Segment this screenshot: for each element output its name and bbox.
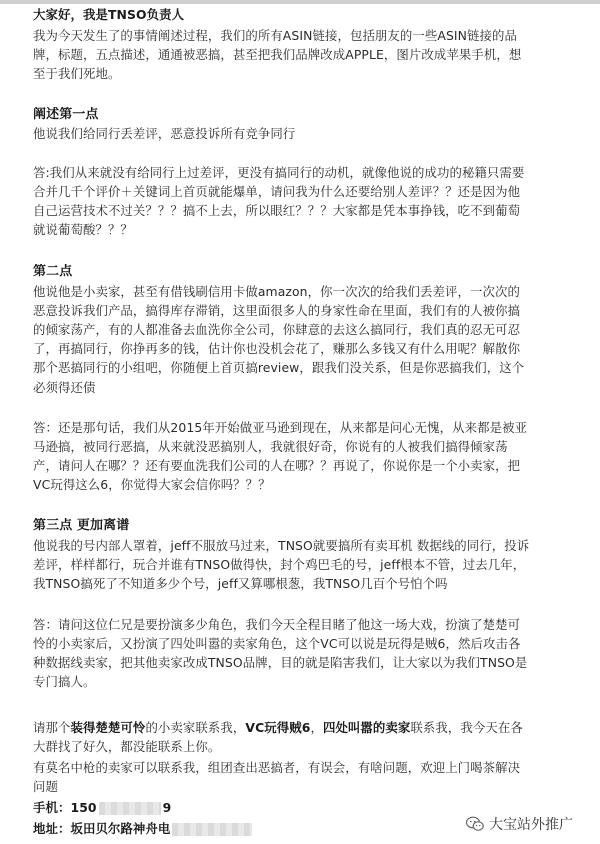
redaction-block bbox=[172, 823, 252, 836]
text-line: VC玩得这么6，你觉得大家会信你吗？？？ bbox=[33, 477, 271, 492]
text-line: 合并几千个评价＋关键词上首页就能爆单，请问我为什么还要给别人差评？？还是因为他 bbox=[33, 184, 521, 199]
closing-text: ， bbox=[310, 720, 323, 735]
text-line: 答：还是那句话，我们从2015年开始做亚马逊到现在，从来都是问心无愧，从来都是被亚 bbox=[33, 420, 528, 435]
phone-label: 手机：150 bbox=[33, 800, 97, 815]
closing-emphasis: 四处叫嚣的卖家 bbox=[322, 720, 411, 735]
text-line: 那个恶搞同行的小组吧，你随便上首页搞review，跟我们没关系，但是你恶搞我们，这个 bbox=[33, 360, 525, 375]
closing-text: 的小卖家联系我， bbox=[145, 720, 246, 735]
text-line: 答:我们从来就没有给同行上过差评，更没有搞同行的动机，就像他说的成功的秘籍只需要 bbox=[33, 165, 525, 180]
text-line: 他说我们给同行丢差评，恶意投诉所有竞争同行 bbox=[33, 126, 296, 141]
text-line: 产，请问人在哪？？还有要血洗我们公司的人在哪？？再说了，你说你是一个小卖家，把 bbox=[33, 458, 521, 473]
text-line: 答：请问这位仁兄是要扮演多少角色，我们今天全程目睹了他这一场大戏，扮演了楚楚可 bbox=[33, 617, 521, 632]
text-line: 我为今天发生了的事情阐述过程，我们的所有ASIN链接，包括朋友的一些ASIN链接的品 bbox=[33, 28, 518, 43]
text-line: 差评，样样都行，玩合并谁有TNSO做得快，封个鸡巴毛的号，jeff根本不管，过去几年， bbox=[33, 557, 526, 572]
text-line: 专门搞人。 bbox=[33, 674, 96, 689]
closing-emphasis: VC玩得贼6 bbox=[245, 720, 311, 735]
address-label: 地址：坂田贝尔路神舟电 bbox=[33, 821, 171, 836]
text-line: 种数据线卖家，把其他卖家改成TNSO品牌，目的就是陷害我们，让大家以为我们TNSO是 bbox=[33, 655, 528, 670]
text-line: 我TNSO搞死了不知道多少个号，jeff又算哪根葱，我TNSO几百个号怕个吗 bbox=[33, 576, 448, 591]
text-line: 怜的小卖家后，又扮演了四处叫嚣的卖家角色，这个VC可以说是玩得是贼6，然后攻击各 bbox=[33, 636, 521, 651]
phone-tail: 9 bbox=[162, 800, 172, 815]
section-heading: 第二点 bbox=[33, 264, 73, 279]
wechat-icon bbox=[466, 816, 484, 832]
text-line: 恶意投诉我们产品，搞得库存滞销，这里面很多人的身家性命在里面，我们有的人被你搞 bbox=[33, 303, 521, 318]
text-line: 就说葡萄酸？？？ bbox=[33, 222, 133, 237]
text-line: 了，再搞同行，你挣再多的钱，估计你也没机会花了，赚那么多钱又有什么用呢？解散你 bbox=[33, 341, 521, 356]
address-line bbox=[33, 821, 453, 837]
closing-text: 请那个 bbox=[33, 720, 71, 735]
text-line: 他说我的号内部人罩着，jeff不服放马过来，TNSO就要搞所有卖耳机 数据线的同行，投诉 bbox=[33, 538, 530, 553]
closing-line-3: 有莫名中枪的卖家可以联系我，组团查出恶搞者，有误会，有啥问题，欢迎上门喝茶解决 bbox=[33, 760, 521, 775]
closing-line-4: 问题 bbox=[33, 779, 58, 794]
text-line: 他说他是小卖家，甚至有借钱刷信用卡做amazon，你一次次的给我们丢差评，一次次的 bbox=[33, 284, 520, 299]
closing-text: 联系我，我今天在各 bbox=[410, 720, 523, 735]
text-line: 马逊搞，被同行恶搞，从来就没恶搞别人，我就很好奇，你说有的人被我们搞得倾家荡 bbox=[33, 439, 508, 454]
top-edge bbox=[0, 0, 600, 4]
redaction-block bbox=[99, 802, 161, 815]
closing-line-1 bbox=[33, 720, 573, 736]
text-line: 至于我们死地。 bbox=[33, 66, 121, 81]
text-line: 大家好，我是TNSO负责人 bbox=[33, 7, 185, 22]
section-heading: 第三点 更加离谱 bbox=[33, 518, 130, 533]
text-line: 自己运营技术不过关？？？搞不上去，所以眼红？？？大家都是凭本事挣钱，吃不到葡萄 bbox=[33, 203, 521, 218]
text-line: 牌，标题，五点描述，通通被恶搞，甚至把我们品牌改成APPLE，图片改成苹果手机，想 bbox=[33, 47, 522, 62]
closing-emphasis: 装得楚楚可怜 bbox=[70, 720, 146, 735]
section-heading: 阐述第一点 bbox=[33, 107, 99, 122]
text-line: 的倾家荡产，有的人都准备去血洗你全公司，你肆意的去这么搞同行，我们真的忍无可忍 bbox=[33, 322, 521, 337]
watermark bbox=[466, 814, 573, 834]
text-line: 必须得还债 bbox=[33, 380, 96, 395]
watermark-text: 大宝站外推广 bbox=[489, 817, 573, 833]
closing-line-2: 大群找了好久，都没能联系上你。 bbox=[33, 739, 221, 754]
